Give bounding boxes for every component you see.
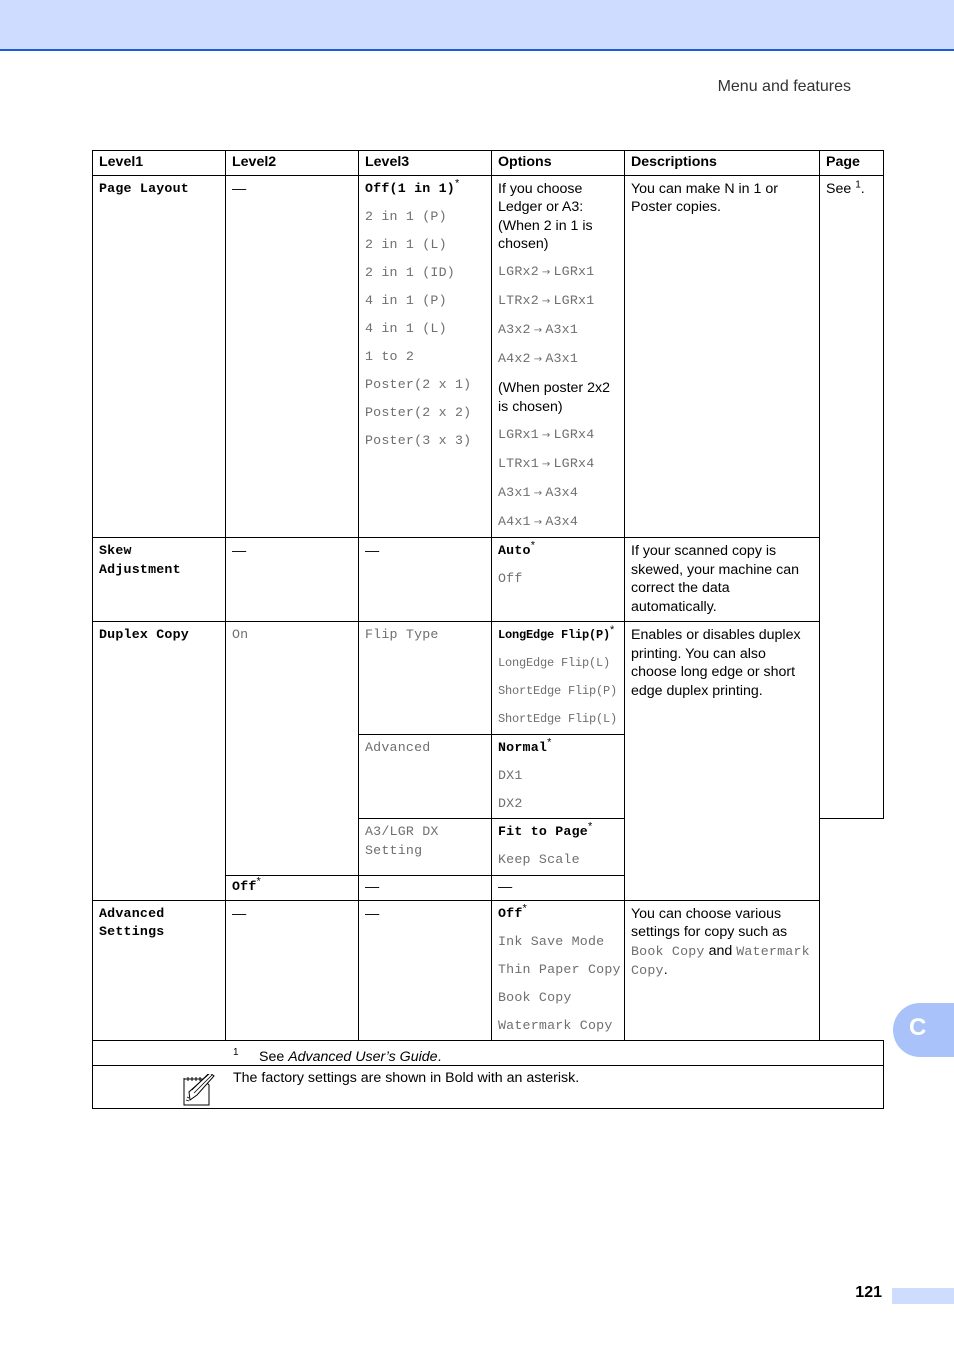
conversion-option: LTRx1 → LGRx4	[498, 455, 595, 471]
level3-a3-lgr-dx-setting: A3/LGR DX Setting	[359, 819, 492, 876]
options-note-ledger: If you choose Ledger or A3: (When 2 in 1 is chosen)	[498, 180, 593, 252]
level3-option: 1 to 2	[365, 348, 415, 364]
level1-skew-adjustment: Skew Adjustment	[93, 538, 226, 622]
footnote-number: 1	[233, 1047, 239, 1058]
option-default: LongEdge Flip(P)*	[498, 624, 615, 642]
conversion-option: A3x2 → A3x1	[498, 322, 579, 337]
level1-advanced-settings: Advanced Settings	[93, 900, 226, 1041]
option: Ink Save Mode	[498, 933, 605, 949]
table-row-advanced-settings	[93, 900, 884, 1041]
column-header-level3: Level3	[359, 151, 492, 176]
options-advanced	[492, 734, 625, 819]
conversion-option: LTRx2 → LGRx1	[498, 293, 595, 308]
level3-skew: —	[359, 538, 492, 622]
option: DX2	[498, 795, 523, 811]
description-skew: If your scanned copy is skewed, your machine can correct the data automatically.	[625, 538, 820, 622]
option: Watermark Copy	[498, 1017, 613, 1033]
table-header-row	[93, 151, 884, 176]
table-row-skew-adjustment	[93, 538, 884, 622]
table-row-page-layout	[93, 175, 884, 538]
arrow-right-icon: →	[533, 354, 543, 365]
option-default: Auto*	[498, 539, 536, 558]
level1-page-layout: Page Layout	[93, 175, 226, 538]
arrow-right-icon: →	[541, 458, 551, 470]
section-title: Menu and features	[717, 78, 851, 95]
option-default: Fit to Page*	[498, 820, 593, 839]
option: Thin Paper Copy	[498, 961, 621, 977]
column-header-level1: Level1	[93, 151, 226, 176]
option-default: Normal*	[498, 736, 552, 755]
menu-settings-table	[92, 150, 884, 1109]
option: LongEdge Flip(L)	[498, 656, 611, 670]
level2-page-layout: —	[226, 175, 359, 538]
arrow-right-icon: →	[533, 487, 543, 499]
note-text: The factory settings are shown in Bold with an asterisk.	[233, 1070, 580, 1086]
footnote-text: See Advanced User’s Guide.	[259, 1049, 442, 1065]
description-duplex: Enables or disables duplex printing. You can also choose long edge or short edge duplex printing.	[625, 622, 820, 901]
level3-option: Poster(2 x 2)	[365, 404, 472, 420]
options-a3-lgr	[492, 819, 625, 876]
level3-option: 4 in 1 (L)	[365, 320, 447, 336]
level2-duplex-off: Off*	[226, 875, 359, 900]
level3-flip-type: Flip Type	[359, 622, 492, 735]
level3-option: Poster(3 x 3)	[365, 432, 472, 448]
description-page-layout: You can make N in 1 or Poster copies.	[625, 175, 820, 538]
options-page-layout	[492, 175, 625, 538]
level3-option: 2 in 1 (P)	[365, 208, 447, 224]
page-reference: See $^1$.	[820, 175, 884, 819]
options-note-poster: (When poster 2x2 is chosen)	[498, 380, 610, 415]
level1-duplex-copy: Duplex Copy	[93, 622, 226, 901]
note-row	[93, 1066, 884, 1109]
option-default: Off*	[498, 902, 528, 921]
option: Off	[498, 571, 523, 586]
level2-duplex-on: On	[226, 622, 359, 876]
option: ShortEdge Flip(P)	[498, 684, 618, 698]
option: DX1	[498, 767, 523, 783]
level3-option: 2 in 1 (ID)	[365, 264, 455, 280]
arrow-right-icon: →	[541, 429, 551, 441]
footnote-ref[interactable]: 1	[855, 178, 861, 190]
options-advanced-settings	[492, 900, 625, 1041]
arrow-right-icon: →	[541, 296, 551, 307]
arrow-right-icon: →	[541, 267, 551, 278]
footnote-row	[93, 1041, 884, 1066]
level3-option: 2 in 1 (L)	[365, 236, 447, 252]
option: ShortEdge Flip(L)	[498, 712, 618, 726]
level3-option: Poster(2 x 1)	[365, 376, 472, 392]
option: Keep Scale	[498, 852, 580, 867]
conversion-option: LGRx1 → LGRx4	[498, 426, 595, 442]
column-header-options: Options	[492, 151, 625, 176]
level3-advanced-settings: —	[359, 900, 492, 1041]
column-header-level2: Level2	[226, 151, 359, 176]
level3-option-default: Off(1 in 1)*	[365, 177, 460, 196]
level2-skew: —	[226, 538, 359, 622]
note-pencil-icon	[181, 1074, 217, 1106]
column-header-page: Page	[820, 151, 884, 176]
level2-advanced-settings: —	[226, 900, 359, 1041]
conversion-option: LGRx2 → LGRx1	[498, 264, 595, 279]
conversion-option: A4x2 → A3x1	[498, 351, 579, 366]
footnote-cell	[93, 1041, 884, 1066]
page-number: 121	[855, 1284, 882, 1301]
top-header-bar	[0, 0, 954, 51]
options-skew	[492, 538, 625, 622]
arrow-right-icon: →	[533, 325, 543, 336]
level3-duplex-off: —	[359, 875, 492, 900]
conversion-option: A4x1 → A3x4	[498, 513, 579, 529]
conversion-option: A3x1 → A3x4	[498, 484, 579, 500]
option: Book Copy	[498, 989, 572, 1005]
level3-option: 4 in 1 (P)	[365, 292, 447, 308]
options-duplex-off: —	[492, 875, 625, 900]
description-advanced-settings: You can choose various settings for copy such as Book Copy and Watermark Copy.	[625, 900, 820, 1041]
options-flip-type	[492, 622, 625, 735]
page-number-bar	[892, 1288, 954, 1304]
column-header-descriptions: Descriptions	[625, 151, 820, 176]
level3-advanced: Advanced	[359, 734, 492, 819]
level3-page-layout-list	[359, 175, 492, 538]
table-row-duplex-flip	[93, 622, 884, 735]
arrow-right-icon: →	[533, 516, 543, 528]
appendix-tab-c: C	[893, 1003, 954, 1057]
note-cell	[93, 1066, 884, 1109]
